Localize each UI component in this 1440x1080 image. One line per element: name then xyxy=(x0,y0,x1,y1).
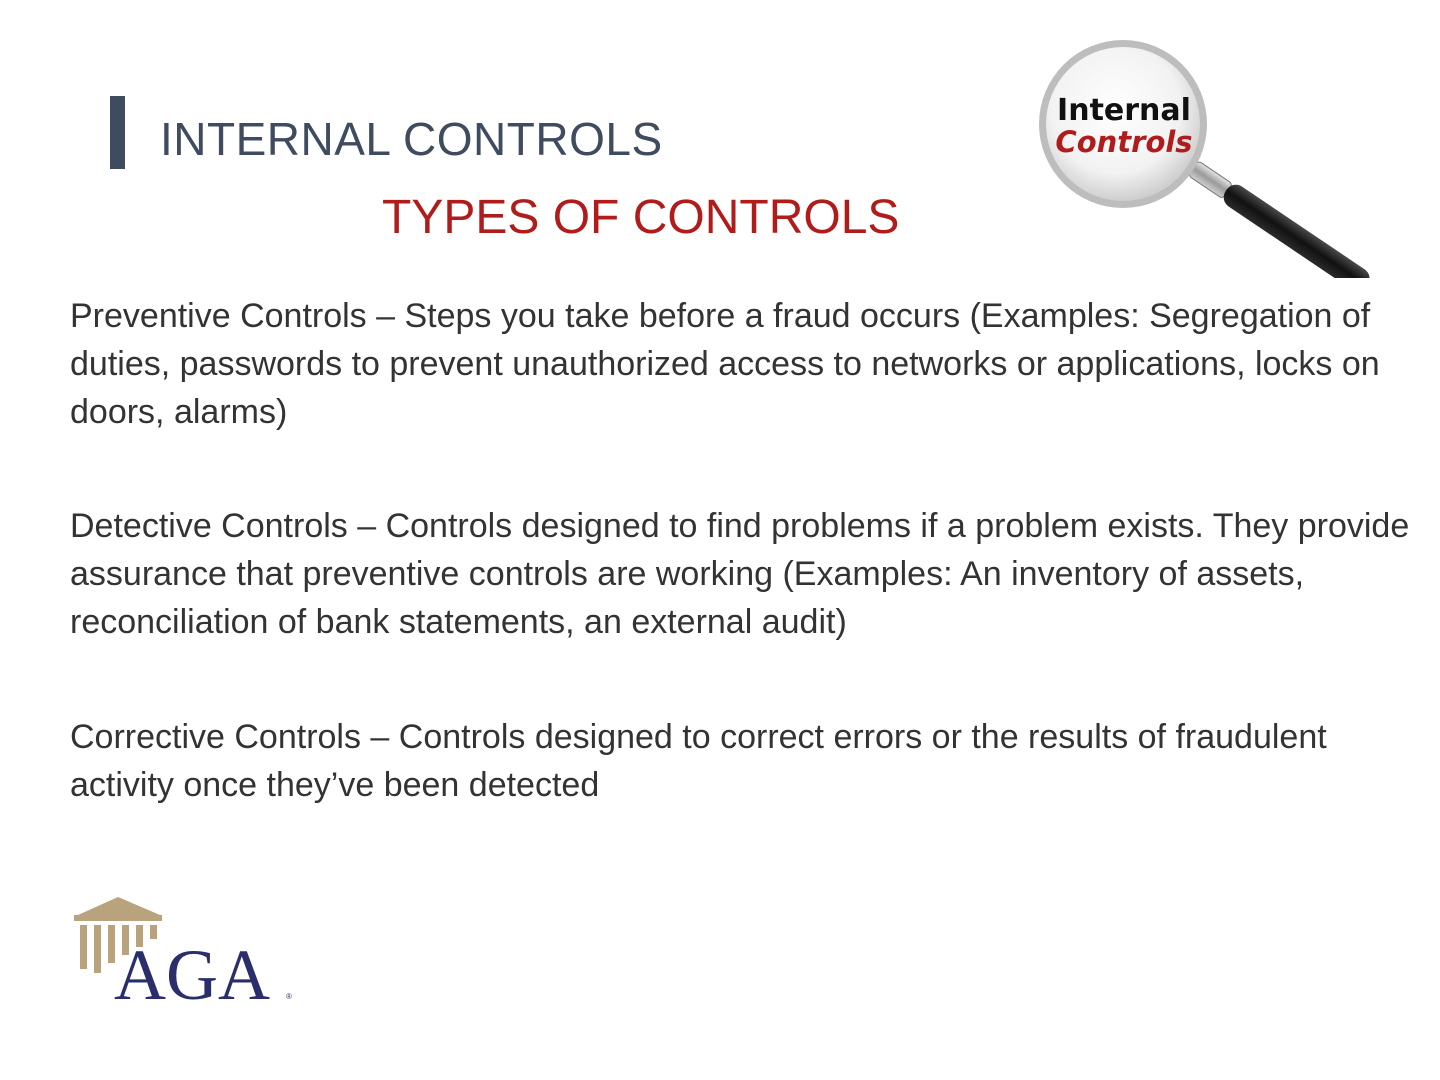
slide-title: INTERNAL CONTROLS xyxy=(160,113,663,165)
logo-text: AGA xyxy=(114,935,270,1015)
corrective-controls-paragraph: Corrective Controls – Controls designed to correct errors or the results of fraudulent activity once they’ve been detected xyxy=(70,718,1327,804)
magnifier-handle xyxy=(1186,158,1374,278)
aga-logo xyxy=(70,895,310,1015)
graphic-line-2: Controls xyxy=(1055,125,1193,159)
detective-controls-paragraph: Detective Controls – Controls designed to find problems if a problem exists. They provide assurance that preventive controls are working (Examples: An inventory of assets, reconciliation of bank statements, an external audit) xyxy=(70,507,1410,641)
preventive-controls-paragraph: Preventive Controls – Steps you take before a fraud occurs (Examples: Segregation of duties, passwords to prevent unauthorized access to networks or applications, locks on doors, alarms) xyxy=(70,297,1380,431)
graphic-line-1: Internal xyxy=(1057,93,1191,128)
magnifying-glass-icon xyxy=(1025,38,1405,278)
logo-registered-mark: ® xyxy=(286,992,292,1001)
slide-subtitle: TYPES OF CONTROLS xyxy=(382,191,900,244)
title-accent-bar xyxy=(110,96,125,169)
